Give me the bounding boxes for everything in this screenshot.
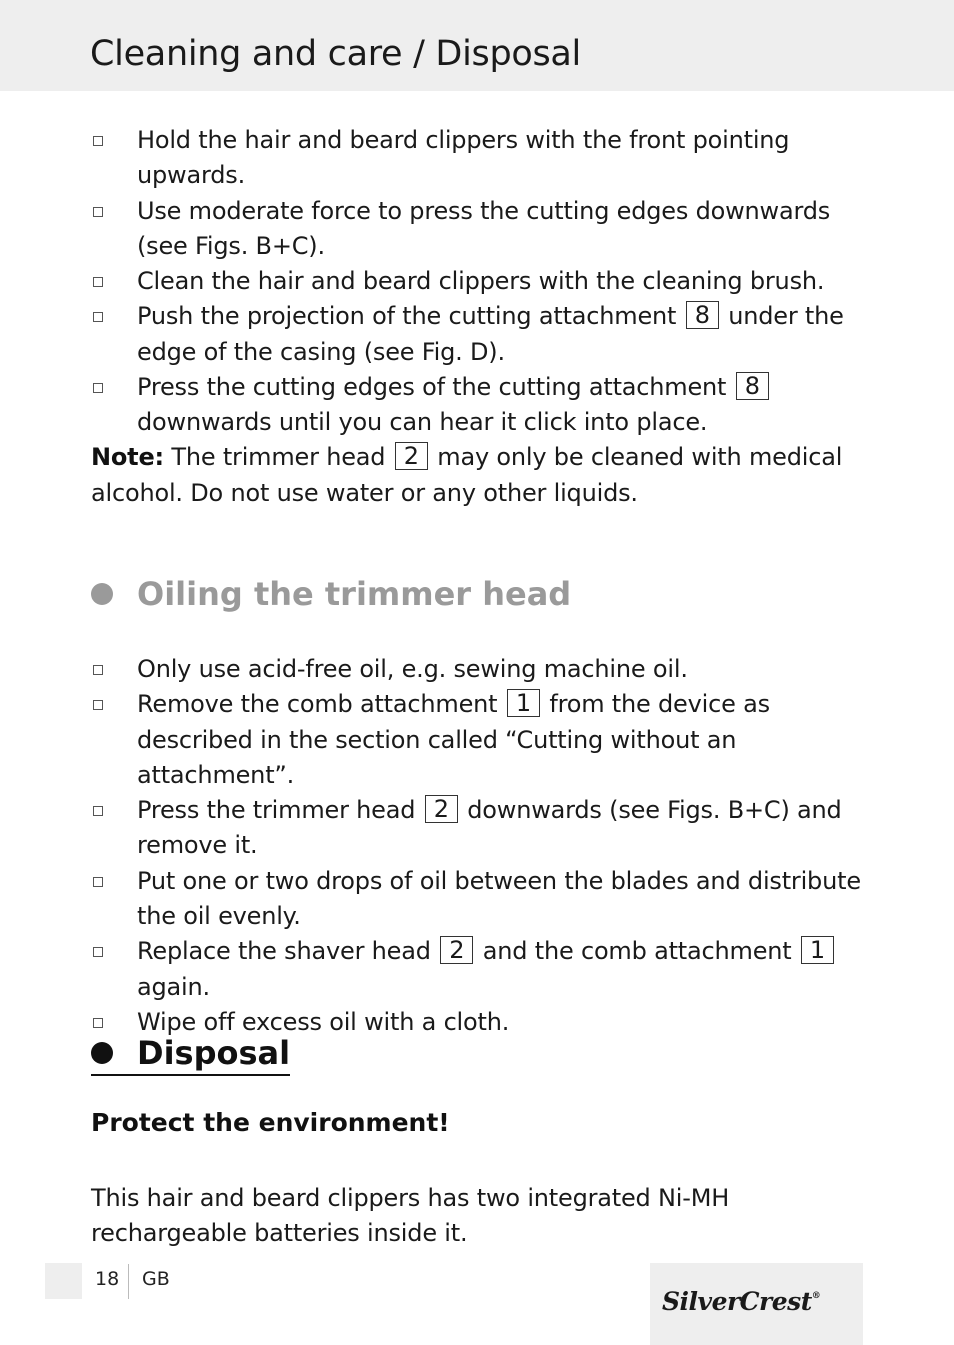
part-number-ref: 2 — [395, 442, 428, 470]
page-title: Cleaning and care / Disposal — [90, 34, 581, 74]
brand-logo: SilverCrest® — [662, 1287, 821, 1316]
empty-square-bullet-icon — [93, 312, 103, 322]
oiling-steps-list — [91, 652, 871, 1040]
empty-square-bullet-icon — [93, 665, 103, 675]
footer-divider — [128, 1264, 129, 1299]
list-item: Press the trimmer head 2 downwards (see Figs. B+C) and remove it. — [91, 793, 871, 864]
list-item: Hold the hair and beard clippers with the front pointing upwards. — [91, 123, 871, 194]
list-item: Press the cutting edges of the cutting attachment 8 downwards until you can hear it click into place. — [91, 370, 871, 441]
part-number-ref: 2 — [440, 936, 473, 964]
part-number-ref: 1 — [801, 936, 834, 964]
section-heading-disposal: Disposal — [91, 1034, 290, 1076]
empty-square-bullet-icon — [93, 1018, 103, 1028]
list-item: Only use acid-free oil, e.g. sewing machine oil. — [91, 652, 871, 687]
empty-square-bullet-icon — [93, 383, 103, 393]
empty-square-bullet-icon — [93, 207, 103, 217]
list-item: Clean the hair and beard clippers with the cleaning brush. — [91, 264, 871, 299]
empty-square-bullet-icon — [93, 700, 103, 710]
part-number-ref: 8 — [736, 372, 769, 400]
section-heading-oiling: Oiling the trimmer head — [91, 575, 571, 613]
list-item: Push the projection of the cutting attachment 8 under the edge of the casing (see Fig. D). — [91, 299, 871, 370]
note-label: Note: — [91, 443, 164, 471]
list-item: Wipe off excess oil with a cloth. — [91, 1005, 871, 1040]
brand-logo-box — [650, 1263, 863, 1345]
empty-square-bullet-icon — [93, 277, 103, 287]
empty-square-bullet-icon — [93, 877, 103, 887]
empty-square-bullet-icon — [93, 947, 103, 957]
cleaning-steps-list — [91, 123, 871, 441]
empty-square-bullet-icon — [93, 136, 103, 146]
filled-circle-icon — [91, 583, 113, 605]
part-number-ref: 1 — [507, 689, 540, 717]
list-item: Use moderate force to press the cutting edges downwards (see Figs. B+C). — [91, 194, 871, 265]
list-item: Put one or two drops of oil between the blades and distribute the oil evenly. — [91, 864, 871, 935]
note-paragraph: Note: The trimmer head 2 may only be cleaned with medical alcohol. Do not use water or any other liquids. — [91, 442, 843, 507]
list-item: Remove the comb attachment 1 from the device as described in the section called “Cutting without an attachment”. — [91, 687, 871, 793]
empty-square-bullet-icon — [93, 806, 103, 816]
part-number-ref: 2 — [425, 795, 458, 823]
footer-marker-box — [45, 1263, 82, 1299]
subheading-protect-environment: Protect the environment! — [91, 1108, 450, 1137]
filled-circle-icon — [91, 1042, 113, 1064]
list-item: Replace the shaver head 2 and the comb attachment 1 again. — [91, 934, 871, 1005]
language-code: GB — [142, 1268, 170, 1290]
page-number: 18 — [95, 1268, 120, 1290]
disposal-body-text: This hair and beard clippers has two integrated Ni-MH rechargeable batteries inside it. — [91, 1184, 730, 1247]
part-number-ref: 8 — [686, 301, 719, 329]
